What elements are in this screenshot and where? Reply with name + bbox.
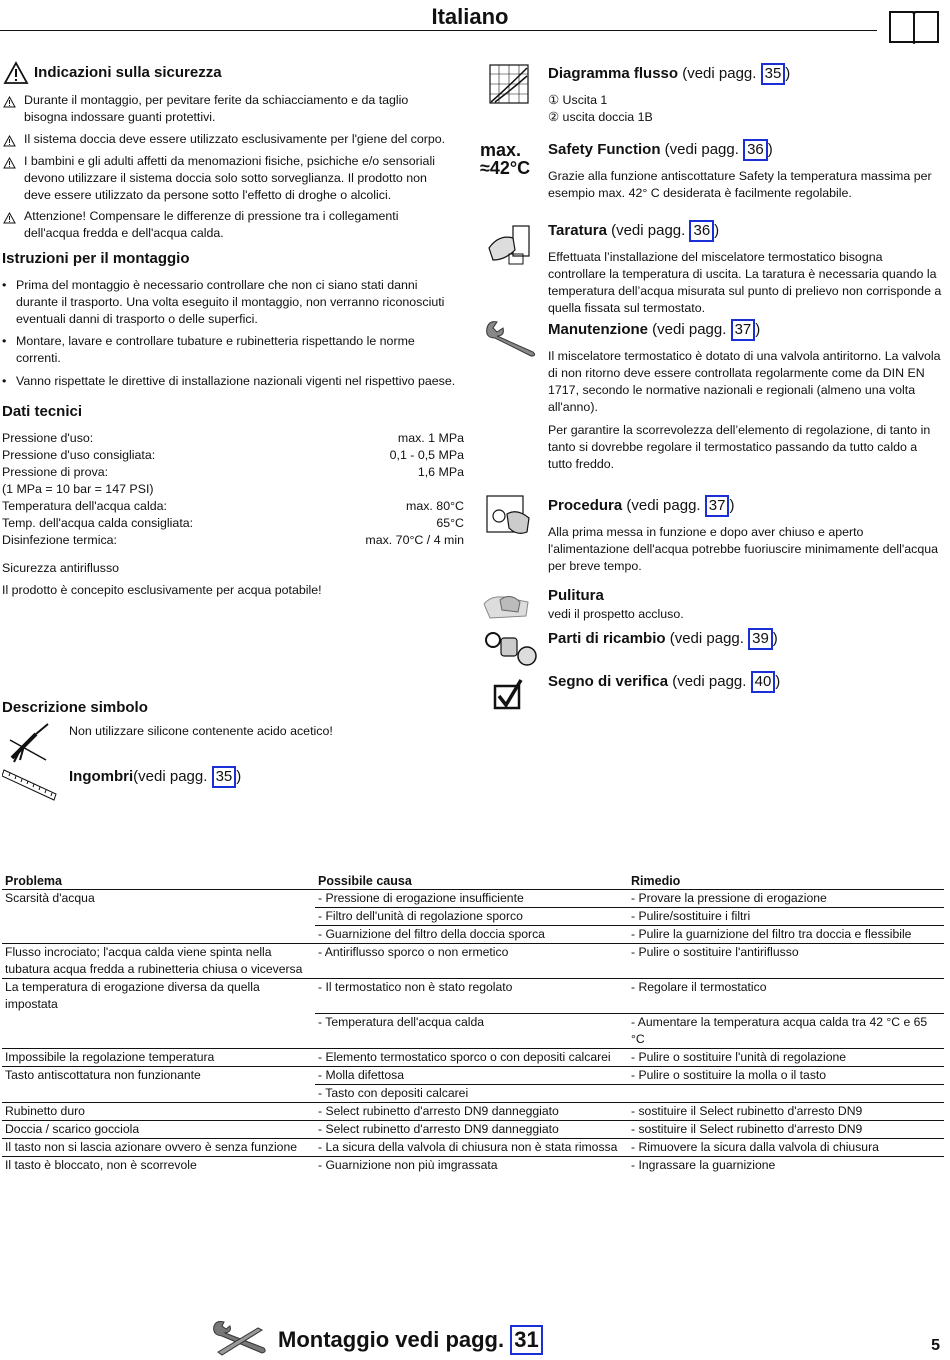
table-cell: - Select rubinetto d'arresto DN9 danneggiato [315,1120,628,1138]
flow-ref: (vedi pagg. [678,65,761,82]
warning-icon [3,212,16,224]
tech-row [2,532,464,549]
table-cell: La temperatura di erogazione diversa da quella impostata [5,980,260,1011]
ingombri-ref: (vedi pagg. [133,768,212,785]
table-cell: Tasto antiscottatura non funzionante [5,1067,201,1082]
table-row [2,944,944,979]
verifica-ref: (vedi pagg. [668,673,751,690]
table-cell: - Pulire o sostituire l'unità di regolazione [628,1048,944,1066]
table-header: Possibile causa [315,872,628,890]
procedure-hand-icon [483,492,535,538]
ref-close: ) [772,630,778,647]
tech-value: max. 80°C [406,499,464,513]
warning-icon [3,61,29,85]
table-cell: - sostituire il Select rubinetto d'arresto DN9 [628,1102,944,1120]
table-cell: Impossibile la regolazione temperatura [2,1048,315,1066]
safety-fn-ref: (vedi pagg. [660,141,744,158]
ingombri-title: Ingombri [69,768,134,785]
table-row [2,926,944,944]
table-cell: Il tasto non si lascia azionare ovvero è senza funzione [2,1138,315,1156]
table-cell [2,908,315,926]
table-cell: - Provare la pressione di erogazione [628,890,944,908]
book-icon [888,8,940,44]
install-item: • Prima del montaggio è necessario controllare che non ci siano stati danni durante il trasporto. Una volta eseguito il montaggio, non verranno riconosciuti eventuali danni di trasporto o delle superfici. [16,277,456,328]
ricambio-title: Parti di ricambio [548,630,666,647]
tech-label: Disinfezione termica: [2,533,118,547]
ref-close: ) [236,768,242,785]
table-cell [2,926,315,944]
page-link-37[interactable]: 37 [731,319,756,341]
silicone-gun-icon [6,720,52,764]
tech-value: 1,6 MPa [417,465,464,479]
table-cell: - Pulire o sostituire l'antiriflusso [628,944,944,979]
tools-icon [212,1318,268,1358]
table-cell: - Rimuovere la sicura dalla valvola di chiusura [628,1138,944,1156]
tech-row [2,430,464,447]
symbol-heading: Descrizione simbolo [2,699,148,716]
verifica-title: Segno di verifica [548,673,669,690]
temp-label: ≈42°C [480,158,531,178]
page-link-35[interactable]: 35 [212,766,237,788]
install-heading: Istruzioni per il montaggio [2,250,190,267]
ref-close: ) [785,65,791,82]
safety-fn-heading [548,139,773,161]
tech-label: Pressione d'uso consigliata: [2,448,156,462]
procedura-ref: (vedi pagg. [622,497,705,514]
table-cell [2,1013,315,1048]
table-cell: Scarsità d'acqua [5,891,95,905]
safety-heading: Indicazioni sulla sicurezza [34,64,222,81]
tech-row [2,498,464,515]
table-cell: - La sicura della valvola di chiusura non è stata rimossa [315,1138,628,1156]
table-cell: Rubinetto duro [2,1102,315,1120]
install-item: • Vanno rispettate le direttive di installazione nazionali vigenti nel rispettivo paese. [16,373,466,390]
thermostat-hand-icon [485,220,533,268]
safety-item: Attenzione! Compensare le differenze di pressione tra i collegamenti dell'acqua fredda e dell'acqua calda. [24,209,399,240]
procedura-heading [548,495,734,517]
page-title: Italiano [431,4,509,29]
tech-value: max. 1 MPa [397,431,464,445]
table-cell: - Molla difettosa [315,1066,628,1084]
safety-item: Durante il montaggio, per pevitare ferite da schiacciamento e da taglio bisogna indossare guanti protettivi. [24,93,409,124]
ruler-icon [2,764,58,804]
table-cell: - Ingrassare la guarnizione [631,1157,776,1172]
table-row [2,1048,944,1066]
page-link-39[interactable]: 39 [748,628,773,650]
ref-close: ) [755,321,761,338]
cleaning-cloth-icon [482,590,532,622]
tech-value: 65°C [436,516,464,530]
procedura-text: Alla prima messa in funzione e dopo aver chiuso e aperto l'alimentazione dell'acqua potrebbe fuoriuscire minimamente dell'acqua per breve tempo. [548,525,939,573]
table-cell: - Elemento termostatico sporco o con depositi calcarei [315,1048,628,1066]
ingombri-line [69,766,241,788]
safety-fn-text: Grazie alla funzione antiscottature Safety la temperatura massima per esempio max. 42° C desiderata è facilmente regolabile. [548,169,932,200]
table-row [2,1156,944,1174]
montaggio-text: Montaggio vedi pagg. [278,1327,505,1352]
table-cell: - Pulire la guarnizione del filtro tra doccia e flessibile [628,926,944,944]
page-link-37[interactable]: 37 [705,495,730,517]
wrench-icon [483,318,539,358]
table-row [2,1138,944,1156]
safety-item: Il sistema doccia deve essere utilizzato esclusivamente per l'giene del corpo. [24,132,446,146]
flow-heading [548,63,790,85]
page-link-35[interactable]: 35 [761,63,786,85]
procedura-title: Procedura [548,497,623,514]
spare-parts-icon [483,628,539,668]
flow-item: ① Uscita 1 [548,93,608,107]
table-row [2,1120,944,1138]
table-cell: - Pulire o sostituire la molla o il tasto [628,1066,944,1084]
taratura-title: Taratura [548,222,607,239]
table-cell [628,1084,944,1102]
troubleshooting-table [2,872,944,1174]
tech-row [2,481,464,498]
table-cell: - sostituire il Select rubinetto d'arresto DN9 [628,1120,944,1138]
flow-item: ② uscita doccia 1B [548,110,653,124]
table-cell: - Regolare il termostatico [628,979,944,1014]
checkmark-icon [493,678,523,710]
ref-close: ) [729,497,735,514]
table-cell: - Filtro dell'unità di regolazione sporco [315,908,628,926]
tech-label: (1 MPa = 10 bar = 147 PSI) [2,482,154,496]
warning-icon [3,157,16,169]
tech-note: Il prodotto è concepito esclusivamente per acqua potabile! [2,583,322,597]
taratura-heading [548,220,719,242]
table-cell: - Pulire/sostituire i filtri [628,908,944,926]
tech-value: 0,1 - 0,5 MPa [389,448,464,462]
ref-close: ) [714,222,720,239]
tech-row [2,447,464,464]
table-cell: - Il termostatico non è stato regolato [315,979,628,1014]
max-label: max. [480,140,522,160]
tech-value: max. 70°C / 4 min [365,533,464,547]
table-header: Problema [2,872,315,890]
page-link-40[interactable]: 40 [751,671,776,693]
verifica-heading [548,671,780,693]
tech-table [2,430,464,549]
ricambio-heading [548,628,778,650]
table-cell: - Aumentare la temperatura acqua calda tra 42 °C e 65 °C [628,1013,944,1048]
taratura-text: Effettuata l’installazione del miscelatore termostatico bisogna controllare la temperatura di uscita. La taratura è necessaria quando la temperatura dell’acqua misurata sul punto di prelievo non corrisponde a quella fissata sul termostato. [548,250,942,315]
symbol-text: Non utilizzare silicone contenente acido acetico! [69,724,333,738]
pulitura-title: Pulitura [548,587,604,604]
manutenzione-text: Per garantire la scorrevolezza dell’elemento di regolazione, di tanto in tanto si dovrebbe regolare il termostatico passando da tutto caldo a tutto freddo. [548,423,931,471]
page-link-31[interactable]: 31 [510,1325,542,1355]
tech-label: Temp. dell'acqua calda consigliata: [2,516,194,530]
tech-heading: Dati tecnici [2,403,83,420]
ref-close: ) [775,673,781,690]
flow-diagram-icon [489,64,529,104]
tech-row [2,464,464,481]
tech-note: Sicurezza antiriflusso [2,561,120,575]
tech-label: Temperatura dell'acqua calda: [2,499,167,513]
page-link-36[interactable]: 36 [743,139,768,161]
table-header-row [2,872,944,890]
table-row [2,1102,944,1120]
install-item: • Montare, lavare e controllare tubature e rubinetteria rispettando le norme correnti. [16,333,436,367]
table-header: Rimedio [628,872,944,890]
header-rule [0,30,877,31]
pulitura-text: vedi il prospetto accluso. [548,607,684,621]
table-row [2,1084,944,1102]
safety-item: I bambini e gli adulti affetti da menomazioni fisiche, psichiche e/o sensoriali devono utilizzare il sistema doccia solo sotto sorveglianza. Il prodotto non deve essere utilizzato da persone sotto l'effetto di droghe o alcolici. [24,154,435,202]
table-cell: Flusso incrociato; l'acqua calda viene spinta nella tubatura acqua fredda a rubinetteria chiusa o viceversa [2,944,315,979]
manutenzione-title: Manutenzione [548,321,648,338]
table-row [2,1013,944,1048]
table-cell: - Antiriflusso sporco o non ermetico [315,944,628,979]
table-cell: - Pressione di erogazione insufficiente [315,890,628,908]
table-cell: - Guarnizione non più imgrassata [318,1157,498,1172]
table-row [2,1066,944,1084]
manutenzione-text: Il miscelatore termostatico è dotato di una valvola antiritorno. La valvola di non ritorno deve essere controllata regolarmente come da DIN EN 1717, secondo le normative nazionali e regionali (almeno una volta all'anno). [548,349,941,414]
safety-fn-title: Safety Function [548,141,661,158]
table-cell: Doccia / scarico gocciola [2,1120,315,1138]
manutenzione-ref: (vedi pagg. [648,321,731,338]
warning-icon [3,96,16,108]
table-cell: - Select rubinetto d'arresto DN9 danneggiato [315,1102,628,1120]
table-cell: - Tasto con depositi calcarei [315,1084,628,1102]
montaggio-line [278,1325,543,1355]
page-number: 5 [931,1337,940,1354]
flow-title: Diagramma flusso [548,65,679,82]
table-cell [2,1084,315,1102]
tech-label: Pressione d'uso: [2,431,94,445]
table-cell: - Guarnizione del filtro della doccia sporca [315,926,628,944]
ricambio-ref: (vedi pagg. [665,630,749,647]
table-row [2,908,944,926]
table-cell: - Temperatura dell'acqua calda [315,1013,628,1048]
manutenzione-heading [548,319,760,341]
taratura-ref: (vedi pagg. [606,222,690,239]
tech-row [2,515,464,532]
table-cell: Il tasto è bloccato, non è scorrevole [5,1157,197,1172]
page-link-36[interactable]: 36 [689,220,714,242]
tech-label: Pressione di prova: [2,465,109,479]
table-row [2,890,944,908]
warning-icon [3,135,16,147]
ref-close: ) [767,141,773,158]
table-row [2,979,944,1014]
